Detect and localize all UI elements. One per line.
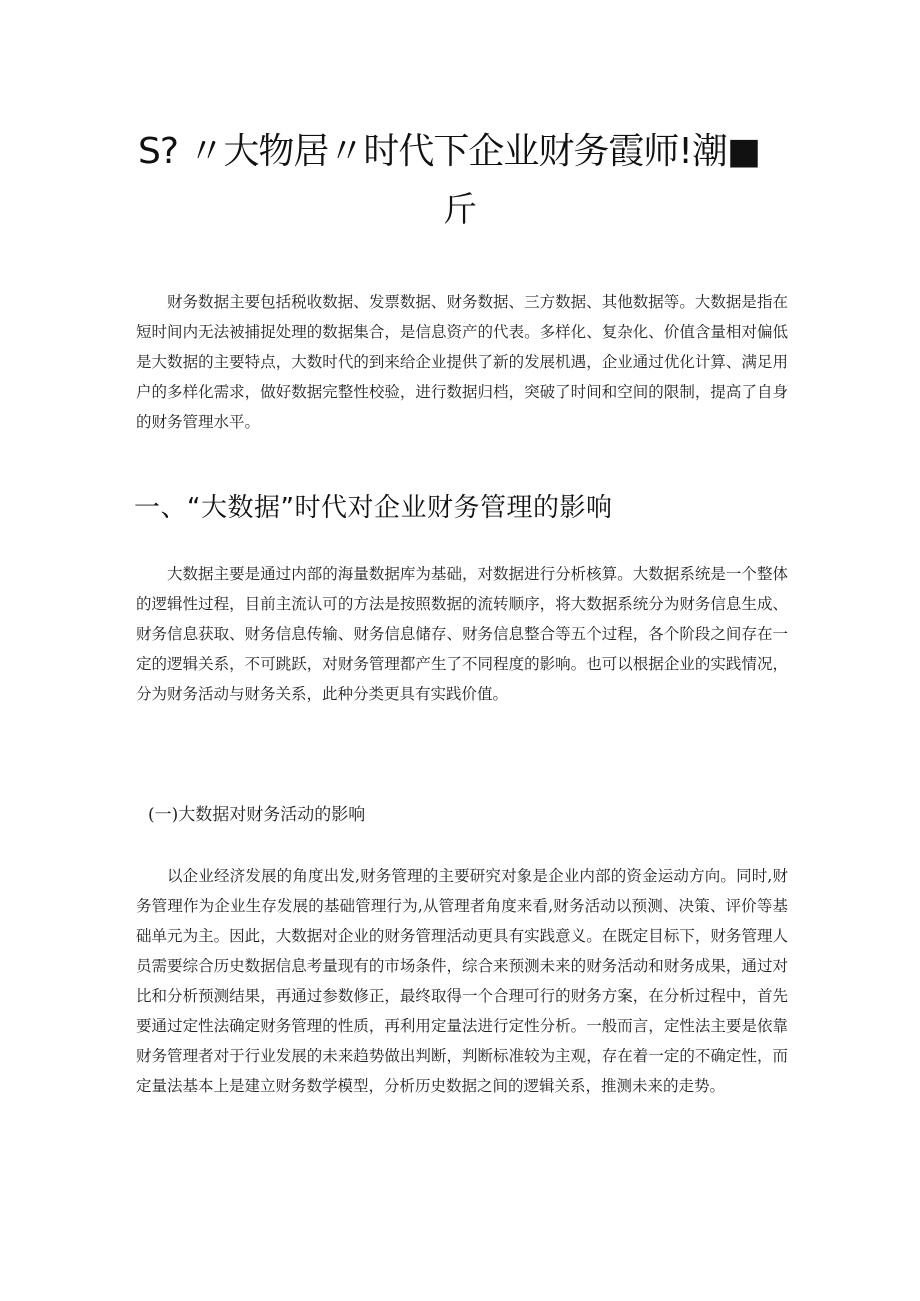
- document-title: S? 〃大物居〃时代下企业财务霞师!潮■: [138, 131, 760, 172]
- subsection-paragraph: 以企业经济发展的角度出发,财务管理的主要研究对象是企业内部的资金运动方向。同时,财务管理作为企业生存发展的基础管理行为,从管理者角度来看,财务活动以预测、决策、评价等基础单元为主。因此，大数据对企业的财务管理活动更具有实践意义。在既定目标下，财务管理人员需要综合历史数据信息考量现有的市场条件，综合来预测未来的财务活动和财务成果，通过对比和分析预测结果，再通过参数修正，最终取得一个合理可行的财务方案，在分析过程中，首先要通过定性法确定财务管理的性质，再利用定量法进行定性分析。一般而言，定性法主要是依靠财务管理者对于行业发展的未来趋势做出判断，判断标准较为主观，存在着一定的不确定性，而定量法基本上是建立财务数学模型，分析历史数据之间的逻辑关系，推测未来的走势。: [136, 867, 788, 1095]
- section-paragraph: 大数据主要是通过内部的海量数据库为基础，对数据进行分析核算。大数据系统是一个整体的逻辑性过程，目前主流认可的方法是按照数据的流转顺序，将大数据系统分为财务信息生成、财务信息获取、财务信息传输、财务信息储存、财务信息整合等五个过程，各个阶段之间存在一定的逻辑关系，不可跳跃，对财务管理都产生了不同程度的影响。也可以根据企业的实践情况，分为财务活动与财务关系，此种分类更具有实践价值。: [136, 565, 788, 703]
- subsection-heading: (一)大数据对财务活动的影响: [148, 805, 366, 825]
- intro-paragraph: 财务数据主要包括税收数据、发票数据、财务数据、三方数据、其他数据等。大数据是指在短时间内无法被捕捉处理的数据集合，是信息资产的代表。多样化、复杂化、价值含量相对偏低是大数据的主要特点，大数时代的到来给企业提供了新的发展机遇，企业通过优化计算、满足用户的多样化需求，做好数据完整性校验，进行数据归档，突破了时间和空间的限制，提高了自身的财务管理水平。: [136, 293, 788, 431]
- document-title-continuation: 斤: [443, 190, 477, 230]
- section-heading: 一、“大数据”时代对企业财务管理的影响: [134, 493, 613, 523]
